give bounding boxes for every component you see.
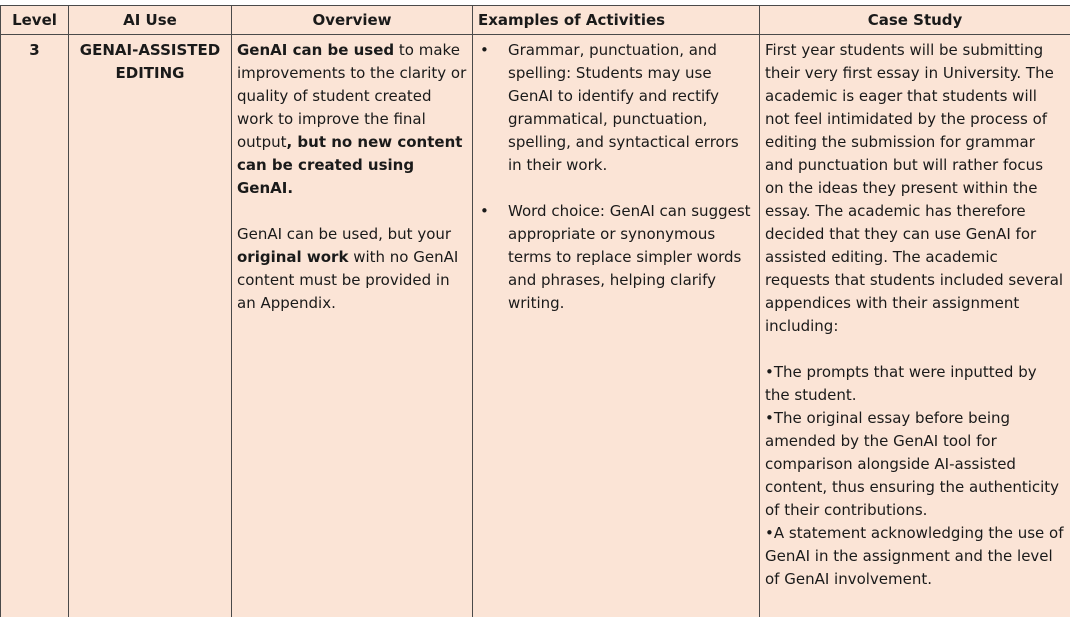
- case-study-point: •A statement acknowledging the use of GenAI in the assignment and the level of GenAI involvement.: [765, 524, 1064, 588]
- example-text: Word choice: GenAI can suggest appropriate or synonymous terms to replace simpler words and phrases, helping clarify writing.: [508, 202, 751, 312]
- header-row: [1, 6, 1070, 35]
- list-item: [478, 200, 754, 315]
- ai-use-label-line1: GENAI-ASSISTED: [79, 41, 221, 59]
- case-study-cell: [760, 35, 1070, 617]
- ai-use-levels-table: [0, 5, 1070, 617]
- case-study-spacer: [765, 338, 1065, 361]
- bullet-icon: •: [480, 202, 489, 220]
- level-cell: [1, 35, 69, 617]
- case-study-point: •The original essay before being amended by the GenAI tool for comparison alongside AI-assisted content, thus ensuring the authenticity of their contributions.: [765, 409, 1060, 519]
- examples-list: [478, 39, 754, 315]
- overview-bold-2: , but no new content can be created using GenAI.: [237, 133, 463, 197]
- overview-text-2: GenAI can be used, but your: [237, 225, 452, 243]
- case-study-intro: First year students will be submitting their very first essay in University. The academic is eager that students will not feel intimidated by the process of editing the submission for grammar and punctuation but will rather focus on the ideas they present within the essay. The academic has therefore decided that they can use GenAI for assisted editing. The academic requests that students included several appendices with their assignment including:: [765, 41, 1064, 335]
- overview-text-3: with no GenAI content must be provided in an Appendix.: [237, 248, 459, 312]
- header-case-study: Case Study: [760, 6, 1070, 35]
- overview-bold-3: original work: [237, 248, 349, 266]
- list-item: [478, 39, 754, 177]
- header-examples-of-activities: Examples of Activities: [473, 6, 760, 35]
- header-level: Level: [1, 6, 69, 35]
- overview-bold-1: GenAI can be used: [237, 41, 395, 59]
- overview-paragraph-1: [237, 39, 467, 200]
- overview-text-1: to make improvements to the clarity or quality of student created work to improve the final output: [237, 41, 467, 151]
- header-ai-use: AI Use: [69, 6, 232, 35]
- header-overview: Overview: [232, 6, 473, 35]
- overview-cell: [232, 35, 473, 617]
- ai-use-cell: [69, 35, 232, 617]
- ai-use-label-line2: EDITING: [115, 64, 185, 82]
- examples-cell: [473, 35, 760, 617]
- table-row: [1, 35, 1070, 617]
- bullet-icon: •: [480, 41, 489, 59]
- case-study-point: •The prompts that were inputted by the student.: [765, 363, 1037, 404]
- level-value: 3: [29, 41, 40, 59]
- example-text: Grammar, punctuation, and spelling: Students may use GenAI to identify and rectify grammatical, punctuation, spelling, and syntactical errors in their work.: [508, 41, 739, 174]
- overview-paragraph-2: [237, 223, 467, 315]
